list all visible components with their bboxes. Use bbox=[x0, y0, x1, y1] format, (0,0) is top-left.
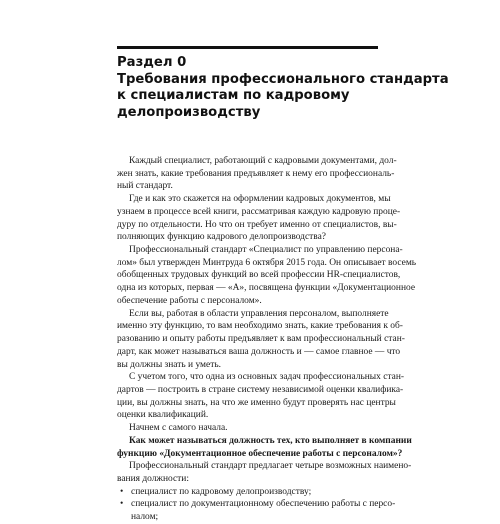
text-line: жен знать, какие требования предъявляет к нему его профессиональ- bbox=[117, 168, 395, 179]
list-item bbox=[117, 486, 383, 499]
text-line: Если вы, работая в области управления персоналом, выполняете bbox=[129, 308, 389, 319]
text-line: вы должны знать и уметь. bbox=[117, 359, 221, 370]
section-label: Раздел 0 bbox=[117, 55, 187, 70]
section-heading bbox=[117, 55, 449, 121]
section-title-line: делопроизводству bbox=[117, 104, 261, 120]
text-line: дуру по отдельности. Но что он требует именно от специалистов, вы- bbox=[117, 219, 397, 230]
list-item-text: специалист по кадровому делопроизводству; bbox=[131, 486, 312, 497]
text-line: Профессиональный стандарт предлагает четыре возможных наимено- bbox=[129, 461, 412, 472]
text-line: узнаем в процессе всей книги, рассматривая каждую кадровую проце- bbox=[117, 206, 401, 217]
text-line: полняющих функцию кадрового делопроизводства? bbox=[117, 232, 326, 243]
text-line: именно эту функцию, то вам необходимо знать, какие требования к об- bbox=[117, 321, 403, 332]
text-line: Каждый специалист, работающий с кадровыми документами, дол- bbox=[129, 156, 397, 166]
text-line: оценки квалификаций. bbox=[117, 410, 209, 421]
bullet-icon: • bbox=[120, 499, 124, 510]
text-line: одна из которых, первая — «A», посвящена функции «Документационное bbox=[117, 283, 416, 294]
section-title-line: к специалистам по кадровому bbox=[117, 88, 350, 103]
question-line: функцию «Документационное обеспечение работы с персоналом»? bbox=[117, 448, 403, 459]
text-line: лом» был утвержден Минтруда 6 октября 2015 года. Он описывает восемь bbox=[117, 257, 417, 268]
text-line: дарт, как может называться ваша должность и — самое главное — что bbox=[117, 346, 401, 357]
text-line: дартов — построить в стране систему независимой оценки квалифика- bbox=[117, 384, 404, 395]
body-text bbox=[117, 155, 417, 524]
list-item-continuation: налом; bbox=[131, 512, 159, 523]
text-line: обобщенных трудовых функций во всей профессии HR-специалистов, bbox=[117, 270, 401, 281]
bullet-icon: • bbox=[120, 486, 124, 497]
question-line: Как может называться должность тех, кто выполняет в компании bbox=[129, 435, 412, 446]
text-line: вания должности: bbox=[117, 473, 189, 484]
text-line: ный стандарт. bbox=[117, 181, 173, 192]
text-line: Начнем с самого начала. bbox=[129, 423, 228, 434]
text-line: ции, вы должны знать, на что же именно будут проверять нас центры bbox=[117, 397, 396, 408]
section-title-line: Требования профессионального стандарта bbox=[117, 71, 449, 87]
text-line: С учетом того, что одна из основных задач профессиональных стан- bbox=[129, 372, 405, 383]
text-line: обеспечение работы с персоналом». bbox=[117, 295, 262, 306]
text-line: разованию и опыту работы предъявляет к вам профессиональный стан- bbox=[117, 334, 405, 345]
list-item bbox=[117, 498, 396, 511]
text-line: Где и как это скажется на оформлении кадровых документов, мы bbox=[129, 194, 391, 205]
text-line: Профессиональный стандарт «Специалист по управлению персона- bbox=[129, 245, 403, 256]
section-rule bbox=[117, 46, 378, 49]
list-item-text: специалист по документационному обеспечению работы с персо- bbox=[131, 499, 396, 510]
